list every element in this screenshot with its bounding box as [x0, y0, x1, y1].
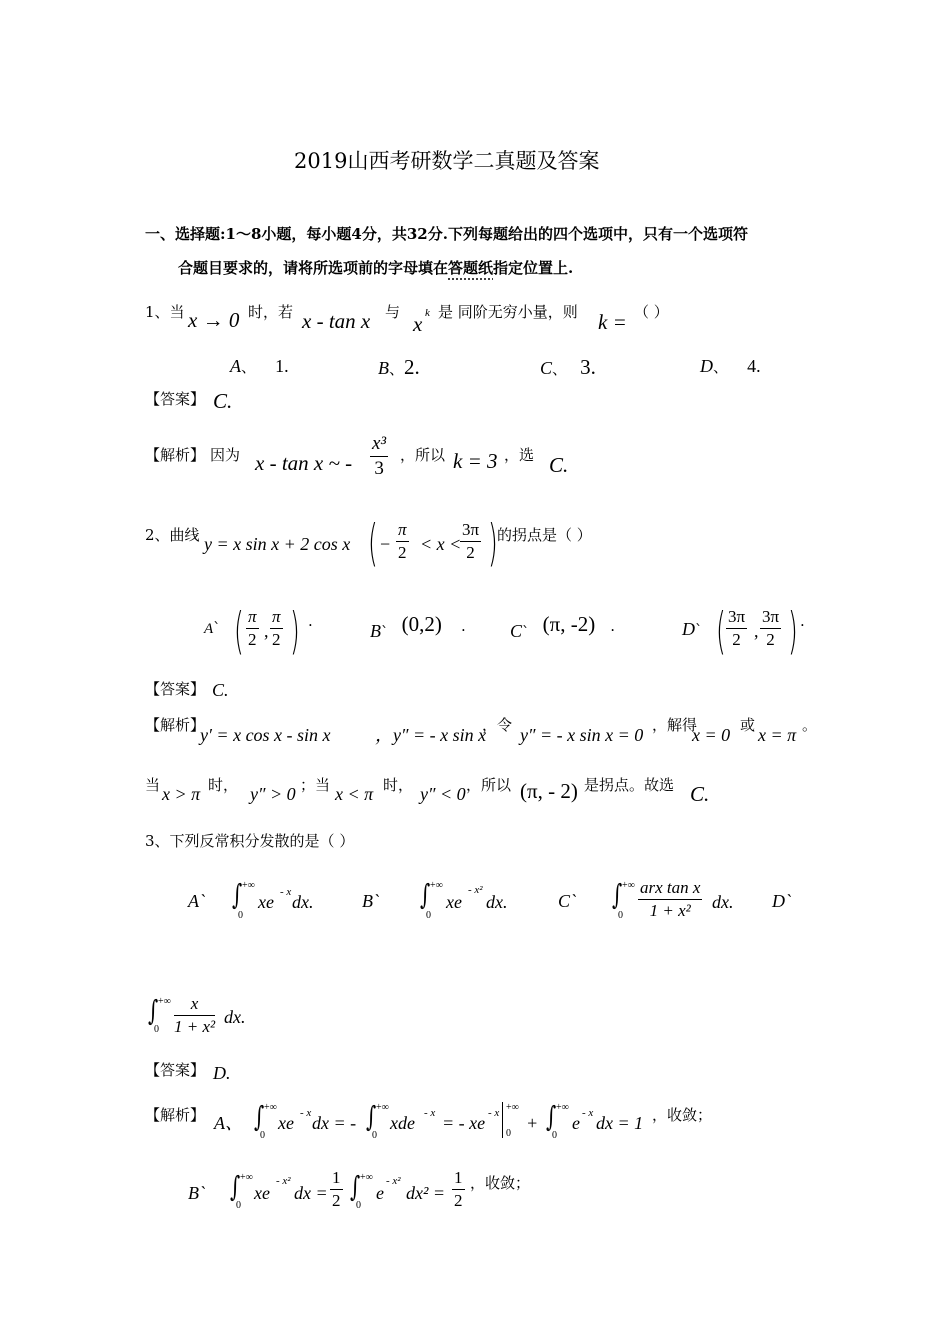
q3-option-b-letter: B` [362, 891, 379, 911]
q3-analysis-b-int2-upper: +∞ [360, 1172, 373, 1183]
q1-option-d-sep: 、 [713, 358, 729, 376]
q2-option-b-sep: ` [381, 623, 389, 641]
q2-analysis-b12: C. [690, 782, 710, 806]
q3-analysis-label: 【解析】 [145, 1106, 206, 1124]
q2-option-c-sep: ` [522, 623, 530, 641]
q3-option-a-letter: A` [188, 891, 205, 911]
q2-option-a-n1: π [246, 607, 259, 629]
q3-analysis-b-int1: ∫ [230, 1170, 241, 1203]
q2-option-a-frac1 [246, 607, 259, 650]
q2-option-d-n1: 3π [726, 607, 747, 629]
q1-analysis-num: x³ [370, 433, 388, 457]
q3-analysis-a-letter: A、 [214, 1113, 243, 1133]
q3-analysis-a-int2-lower: 0 [372, 1130, 377, 1141]
q1-num: 1、当 [145, 303, 185, 321]
q1-answer: C. [213, 389, 233, 413]
q3-option-b-upper: +∞ [430, 880, 443, 891]
q2-option-d-letter: D [682, 619, 695, 639]
q1-option-a-value: 1. [275, 356, 289, 376]
q3-option-d-letter: D` [772, 891, 791, 911]
q2-analysis-b1: 当 [145, 776, 161, 794]
q2-analysis-a1: y′ = x cos x - sin x [200, 725, 331, 745]
section-heading-cont-b: 指定位置上. [493, 259, 574, 277]
q2-option-a-d2: 2 [272, 630, 281, 649]
q2-range-mid: < x < [420, 534, 462, 554]
q3-analysis-a-int1: ∫ [254, 1100, 265, 1133]
q1-analysis-t3: ，选 [504, 446, 535, 464]
q3-analysis-b-4: dx² = [406, 1183, 446, 1203]
q1-analysis-c: C. [549, 453, 569, 477]
q2-option-a-comma: , [264, 621, 269, 641]
q3-analysis-b-int1-upper: +∞ [240, 1172, 253, 1183]
q2-option-c-value: (π, -2) [542, 612, 596, 636]
q1-option-a-sep: 、 [241, 358, 257, 376]
q2-range-minus: − [380, 534, 391, 554]
q1-paren: （ ） [634, 303, 669, 321]
q2-option-a-letter: A [204, 621, 214, 637]
q2-analysis-b3: 时， [208, 776, 239, 794]
q1-option-c-value: 3. [580, 355, 596, 379]
q3-analysis-a-int3-upper: +∞ [556, 1102, 569, 1113]
section-heading-cont [178, 261, 573, 276]
q2-range-lparen: ( [368, 514, 378, 572]
q1-option-a [230, 357, 289, 375]
q3-option-c-upper: +∞ [622, 880, 635, 891]
q3-analysis-a-int3: ∫ [546, 1100, 557, 1133]
q3-analysis-a-2: dx = - [312, 1113, 357, 1133]
q1-t2: 与 [385, 303, 401, 321]
q3-analysis-b-half-n: 1 [330, 1168, 343, 1190]
q3-analysis-a-8: ，收敛； [652, 1106, 713, 1124]
q2-option-d-tail: . [800, 612, 805, 630]
q3-analysis-a-int3-lower: 0 [552, 1130, 557, 1141]
q2-t1: 的拐点是（ ） [497, 526, 592, 544]
q2-range-pi: π [396, 520, 409, 542]
q2-answer: C. [212, 680, 229, 700]
q1-option-b-value: 2. [404, 355, 420, 379]
q2-range-rparen: ) [488, 514, 498, 572]
q1-kval: k = [598, 310, 627, 334]
q2-option-d-d2: 2 [766, 630, 775, 649]
section-heading: 一、选择题:1～8小题，每小题4分，共32分.下列每题给出的四个选项中，只有一个选项符 [145, 225, 748, 243]
q3-option-b-expr: xe [446, 892, 462, 912]
q2-analysis-b11: 是拐点。故选 [584, 776, 675, 794]
q2-expr: y = x sin x + 2 cos x [204, 534, 351, 554]
q2-option-b [370, 612, 466, 641]
q2-option-c [510, 612, 616, 641]
q2-option-a-lparen: ( [234, 602, 244, 660]
q2-range-frac1 [396, 520, 409, 563]
q3-analysis-b-half-d: 2 [332, 1191, 341, 1210]
q3-option-c-den: 1 + x² [649, 901, 691, 920]
q2-option-a-sep: ` [213, 619, 221, 637]
q3-analysis-b-result-n: 1 [452, 1168, 465, 1190]
q2-option-a-frac2 [270, 607, 283, 650]
q2-option-b-value: (0,2) [401, 612, 442, 636]
q2-analysis-b5: ；当 [300, 776, 331, 794]
q1-option-d-letter: D [700, 356, 713, 376]
q2-option-d-sep: ` [695, 621, 703, 639]
q2-option-c-letter: C [510, 621, 523, 641]
q3-option-b-integral: ∫ [420, 878, 431, 911]
q3-option-d-integral: ∫ [148, 994, 159, 1027]
q2-analysis-a7: 或 [740, 716, 756, 734]
q2-option-a-d1: 2 [248, 630, 257, 649]
q3-analysis-a-int1-lower: 0 [260, 1130, 265, 1141]
q3-analysis-b-6: ，收敛； [470, 1174, 531, 1192]
q2-option-d-frac2 [760, 607, 781, 650]
q3-option-c-letter: C` [558, 891, 576, 911]
q2-option-d-d1: 2 [732, 630, 741, 649]
q3-option-d-lower: 0 [154, 1024, 159, 1035]
q2-option-a [204, 620, 221, 637]
q3-analysis-a-6: e [572, 1113, 580, 1133]
q3-option-a-integral: ∫ [232, 878, 243, 911]
q2-analysis-a2: ，y″ = - x sin x [375, 725, 487, 745]
section-heading-cont-a: 合题目要求的，请将所选项前的字母填在 [178, 259, 449, 277]
q3-analysis-b-int2-lower: 0 [356, 1200, 361, 1211]
q3-option-c-frac [638, 878, 702, 921]
q1-option-c-sep: 、 [552, 360, 568, 378]
q2-analysis-a5: ，解得 [652, 716, 698, 734]
q2-option-b-tail: . [460, 617, 466, 635]
q3-analysis-a-4: = - xe [442, 1113, 486, 1133]
q2-num: 2、曲线 [145, 526, 200, 544]
q2-analysis-a8: x = π [758, 725, 797, 745]
q2-option-a-tail: . [308, 612, 313, 630]
q3-option-a-expr: xe [258, 892, 274, 912]
q2-option-a-n2: π [270, 607, 283, 629]
q3-analysis-a-5: + [526, 1113, 539, 1133]
q3-analysis-a-int2-upper: +∞ [376, 1102, 389, 1113]
q3-option-a-upper: +∞ [242, 880, 255, 891]
q2-analysis-b4: y″ > 0 [250, 784, 296, 804]
q3-analysis-b-1sup: - x² [276, 1175, 291, 1187]
q3-option-a-dx: dx. [292, 892, 314, 912]
page-title: 2019山西考研数学二真题及答案 [294, 149, 600, 173]
q3-option-d-upper: +∞ [158, 996, 171, 1007]
q3-analysis-a-7: dx = 1 [596, 1113, 644, 1133]
q1-analysis-t1: 因为 [210, 446, 241, 464]
q1-option-c [540, 357, 596, 378]
q3-analysis-a-6sup: - x [582, 1107, 594, 1119]
q1-cond: x → 0 [188, 308, 240, 332]
q3-option-d-den: 1 + x² [174, 1017, 216, 1036]
q2-option-b-letter: B [370, 621, 381, 641]
q3-analysis-a-3sup: - x [424, 1107, 436, 1119]
q2-option-d [682, 620, 703, 638]
q3-analysis-b-letter: B` [188, 1183, 205, 1203]
q2-analysis-a3: ，令 [482, 716, 513, 734]
q1-analysis-expr: x - tan x ~ - [255, 451, 353, 475]
q3-answer-label: 【答案】 [145, 1061, 206, 1079]
q2-analysis-b8: y″ < 0 [420, 784, 466, 804]
q3-analysis-a-3: xde [390, 1113, 415, 1133]
q3-analysis-b-1: xe [254, 1183, 270, 1203]
q3-answer: D. [213, 1063, 231, 1083]
q2-option-d-rparen: ) [788, 602, 798, 660]
q2-answer-label: 【答案】 [145, 680, 206, 698]
q1-option-b [378, 357, 420, 378]
q3-option-b-sup: - x² [468, 884, 483, 896]
q3-option-d-num: x [174, 994, 215, 1016]
q2-analysis-a6: x = 0 [692, 725, 731, 745]
q2-analysis-b6: x < π [335, 784, 374, 804]
q3-analysis-a-int2: ∫ [366, 1100, 377, 1133]
q3-analysis-b-3: e [376, 1183, 384, 1203]
q3-analysis-a-int1-upper: +∞ [264, 1102, 277, 1113]
q3-option-c-num: arx tan x [638, 878, 702, 900]
q1-option-d [700, 357, 761, 375]
q1-option-c-letter: C [540, 358, 553, 378]
q3-analysis-a-1sup: - x [300, 1107, 312, 1119]
q2-range-2b: 2 [466, 543, 475, 562]
q2-option-d-lparen: ( [716, 602, 726, 660]
q2-analysis-b9: ，所以 [466, 776, 512, 794]
q2-analysis-b7: 时， [383, 776, 414, 794]
q1-option-a-letter: A [230, 356, 241, 376]
q2-analysis-b2: x > π [162, 784, 201, 804]
q1-analysis-t2: ，所以 [400, 446, 446, 464]
q3-analysis-b-int2: ∫ [350, 1170, 361, 1203]
q1-answer-label: 【答案】 [145, 390, 206, 408]
q1-option-b-sep: 、 [389, 360, 405, 378]
q3-analysis-a-1: xe [278, 1113, 294, 1133]
q2-option-c-tail: . [610, 617, 616, 635]
q1-analysis-k: k = 3 [453, 449, 498, 473]
q1-t1: 时，若 [248, 303, 294, 321]
q2-option-d-comma: , [754, 621, 759, 641]
q1-expr: x - tan x [302, 309, 371, 333]
q1-analysis-den: 3 [374, 458, 384, 479]
q3-analysis-b-2: dx = [294, 1183, 328, 1203]
q3-analysis-a-eval-lower: 0 [506, 1128, 511, 1139]
q1-option-d-value: 4. [747, 356, 761, 376]
section-heading-emph: 答题纸 [448, 259, 494, 277]
q3-option-b-lower: 0 [426, 910, 431, 921]
q3-option-c-lower: 0 [618, 910, 623, 921]
q2-option-a-rparen: ) [290, 602, 300, 660]
q1-xk-exp: k [425, 307, 430, 319]
q1-analysis-label: 【解析】 [145, 446, 206, 464]
q1-xk-base: x [413, 312, 423, 336]
q3-option-c-dx: dx. [712, 892, 734, 912]
q2-analysis-b10: (π, - 2) [520, 779, 578, 803]
q2-option-d-n2: 3π [760, 607, 781, 629]
q3-analysis-a-4sup: - x [488, 1107, 500, 1119]
q3-analysis-a-eval-upper: +∞ [506, 1102, 519, 1113]
q2-range-2: 2 [398, 543, 407, 562]
q2-range-frac2 [460, 520, 481, 563]
q2-range-3pi: 3π [460, 520, 481, 542]
q3-analysis-b-result-d: 2 [454, 1191, 463, 1210]
q3-num: 3、下列反常积分发散的是（ ） [145, 832, 355, 850]
q3-analysis-b-half [330, 1168, 343, 1211]
q3-analysis-b-3sup: - x² [386, 1175, 401, 1187]
q2-option-d-frac1 [726, 607, 747, 650]
q2-analysis-a4: y″ = - x sin x = 0 [520, 725, 644, 745]
q1-t3: 是 同阶无穷小量，则 [438, 303, 578, 321]
q2-analysis-label: 【解析】 [145, 716, 206, 734]
q3-analysis-b-int1-lower: 0 [236, 1200, 241, 1211]
q3-option-a-sup: - x [280, 886, 292, 898]
q3-option-d-frac [174, 994, 215, 1037]
q1-analysis-fraction [370, 433, 388, 480]
q3-option-b-dx: dx. [486, 892, 508, 912]
q3-analysis-a-evalbar [502, 1102, 503, 1138]
q3-analysis-b-result [452, 1168, 465, 1211]
q3-option-d-dx: dx. [224, 1007, 246, 1027]
q1-option-b-letter: B [378, 358, 389, 378]
q3-option-c-integral: ∫ [612, 878, 623, 911]
q3-option-a-lower: 0 [238, 910, 243, 921]
q2-analysis-a9: 。 [802, 716, 818, 734]
